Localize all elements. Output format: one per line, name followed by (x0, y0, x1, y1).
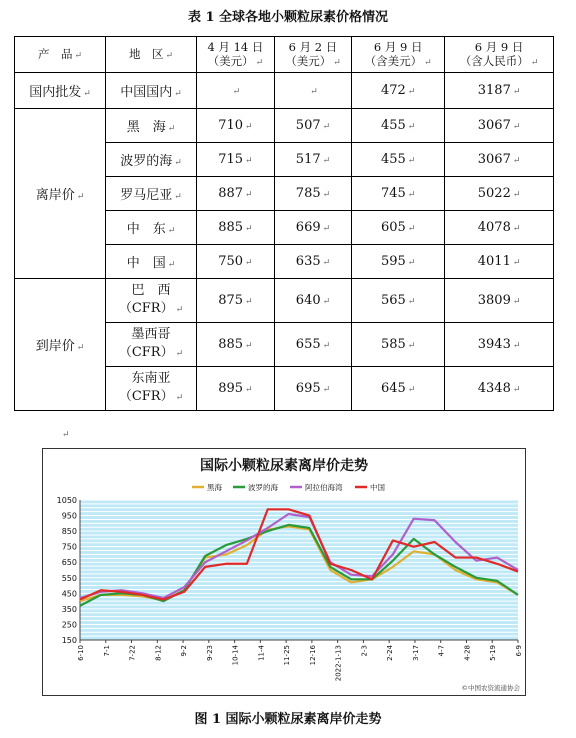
price-cell: 507 ↵ (274, 109, 351, 143)
region-cell: 中国国内 ↵ (106, 73, 197, 109)
x-tick-label: 3-17 (411, 645, 420, 661)
paragraph-mark-icon: ↵ (407, 385, 416, 395)
y-tick-label: 950 (61, 511, 77, 521)
price-cell: 517 ↵ (274, 143, 351, 177)
legend-label: 黑海 (207, 483, 222, 492)
price-cell (197, 73, 275, 109)
paragraph-mark-icon: ↵ (245, 297, 253, 307)
paragraph-mark-icon: ↵ (512, 87, 521, 97)
paragraph-mark-icon: ↵ (255, 57, 264, 68)
paragraph-mark-icon: ↵ (165, 50, 174, 61)
paragraph-mark-icon: ↵ (245, 385, 253, 395)
paragraph-mark-icon: ↵ (407, 258, 416, 268)
x-tick-label: 10-14 (231, 645, 240, 666)
header-jun9-usd: 6 月 9 日 （含美元） ↵ (352, 37, 445, 73)
price-cell: 3067 ↵ (445, 109, 554, 143)
y-tick-label: 850 (61, 527, 77, 537)
paragraph-mark-icon: ↵ (245, 122, 253, 132)
paragraph-mark-icon: ↵ (174, 192, 182, 202)
paragraph-mark-icon: ↵ (175, 393, 184, 403)
price-cell: 565 ↵ (352, 279, 445, 323)
paragraph-mark-icon: ↵ (407, 297, 416, 307)
paragraph-mark-icon: ↵ (322, 385, 331, 395)
paragraph-mark-icon: ↵ (407, 156, 416, 166)
paragraph-mark-icon: ↵ (322, 224, 331, 234)
x-tick-label: 7-1 (102, 645, 111, 657)
x-tick-label: 11-4 (257, 645, 266, 661)
region-cell: 墨西哥 （CFR） ↵ (106, 323, 197, 367)
price-cell: 635 ↵ (274, 245, 351, 279)
region-cell: 中 国 ↵ (106, 245, 197, 279)
paragraph-mark-icon: ↵ (167, 226, 176, 236)
x-tick-label: 8-12 (154, 645, 163, 661)
paragraph-mark-icon: ↵ (245, 258, 253, 268)
price-cell: 640 ↵ (274, 279, 351, 323)
paragraph-mark-icon: ↵ (175, 305, 184, 315)
price-cell: 750 ↵ (197, 245, 275, 279)
price-cell: 455 ↵ (352, 143, 445, 177)
x-tick-label: 2-3 (360, 645, 369, 657)
header-product: 产 品 ↵ (15, 37, 106, 73)
x-tick-label: 4-7 (437, 645, 446, 657)
y-tick-label: 1050 (56, 496, 77, 505)
price-cell: 3187 ↵ (445, 73, 554, 109)
paragraph-mark-icon: ↵ (512, 122, 521, 132)
product-cell: 离岸价 ↵ (15, 109, 106, 279)
price-cell: 3067 ↵ (445, 143, 554, 177)
price-cell: 655 ↵ (274, 323, 351, 367)
x-tick-label: 9-23 (205, 645, 214, 661)
paragraph-mark-icon: ↵ (174, 158, 182, 168)
paragraph-mark-icon: ↵ (322, 258, 331, 268)
paragraph-mark-icon: ↵ (322, 122, 331, 132)
y-tick-label: 250 (61, 620, 77, 630)
paragraph-mark-icon: ↵ (322, 190, 331, 200)
paragraph-mark-icon: ↵ (512, 190, 521, 200)
product-cell: 国内批发 ↵ (15, 73, 106, 109)
table-row (15, 109, 554, 143)
region-cell: 波罗的海 ↵ (106, 143, 197, 177)
price-cell: 695 ↵ (274, 367, 351, 411)
region-cell: 东南亚 （CFR） ↵ (106, 367, 197, 411)
header-region: 地 区 ↵ (106, 37, 197, 73)
paragraph-mark-icon: ↵ (167, 260, 176, 270)
figure-title: 图 1 国际小颗粒尿素离岸价走势 (194, 712, 382, 727)
table-row (15, 73, 554, 109)
price-cell: 5022 ↵ (445, 177, 554, 211)
price-cell: 3943 ↵ (445, 323, 554, 367)
x-tick-label: 4-28 (463, 645, 472, 661)
price-cell: 785 ↵ (274, 177, 351, 211)
paragraph-mark-icon: ↵ (407, 190, 416, 200)
table-title: 表 1 全球各地小颗粒尿素价格情况 (187, 10, 389, 25)
paragraph-mark-icon: ↵ (83, 89, 91, 99)
paragraph-mark-icon: ↵ (76, 192, 85, 202)
region-cell: 巴 西 （CFR） ↵ (106, 279, 197, 323)
paragraph-mark-icon: ↵ (407, 87, 416, 97)
x-tick-label: 2-24 (386, 645, 395, 661)
price-cell: 455 ↵ (352, 109, 445, 143)
paragraph-mark-icon: ↵ (333, 57, 341, 68)
price-cell: 605 ↵ (352, 211, 445, 245)
paragraph-mark-icon: ↵ (62, 430, 70, 440)
region-cell: 罗马尼亚 ↵ (106, 177, 197, 211)
x-tick-label: 11-25 (283, 645, 292, 666)
header-jun9-rmb: 6 月 9 日 （含人民币） ↵ (445, 37, 554, 73)
x-tick-label: 5-19 (489, 645, 498, 661)
paragraph-mark-icon: ↵ (512, 224, 521, 234)
header-jun2: 6 月 2 日 （美元） ↵ (274, 37, 351, 73)
y-tick-label: 550 (61, 573, 77, 583)
price-cell: 4011 ↵ (445, 245, 554, 279)
paragraph-mark-icon: ↵ (530, 57, 539, 68)
paragraph-mark-icon: ↵ (245, 341, 253, 351)
paragraph-mark-icon: ↵ (512, 385, 521, 395)
paragraph-mark-icon: ↵ (76, 343, 85, 353)
y-tick-label: 350 (61, 604, 77, 614)
paragraph-mark-icon: ↵ (407, 341, 416, 351)
price-cell: 885 ↵ (197, 323, 275, 367)
x-tick-label: 9-2 (180, 645, 189, 657)
x-tick-label: 7-22 (128, 645, 137, 661)
paragraph-mark-icon: ↵ (512, 258, 521, 268)
price-cell: 715 ↵ (197, 143, 275, 177)
y-tick-label: 750 (61, 542, 77, 552)
x-tick-label: 6-9 (515, 645, 523, 657)
price-cell: 887 ↵ (197, 177, 275, 211)
price-cell: 472 ↵ (352, 73, 445, 109)
paragraph-mark-icon: ↵ (512, 297, 521, 307)
chart-title: 国际小颗粒尿素离岸价走势 (200, 458, 368, 474)
table-header-row (15, 37, 554, 73)
paragraph-mark-icon: ↵ (322, 156, 331, 166)
paragraph-mark-icon: ↵ (74, 50, 83, 61)
x-tick-label: 2022-1-13 (334, 645, 343, 682)
header-apr14: 4 月 14 日 （美元） ↵ (197, 37, 275, 73)
paragraph-mark-icon: ↵ (512, 341, 521, 351)
paragraph-mark-icon: ↵ (424, 57, 432, 68)
legend-label: 中国 (370, 483, 385, 492)
price-cell: 875 ↵ (197, 279, 275, 323)
paragraph-mark-icon: ↵ (310, 87, 318, 97)
price-cell (274, 73, 351, 109)
price-cell: 645 ↵ (352, 367, 445, 411)
product-cell: 到岸价 ↵ (15, 279, 106, 411)
price-trend-chart (42, 448, 526, 696)
region-cell: 中 东 ↵ (106, 211, 197, 245)
y-tick-label: 150 (61, 636, 77, 645)
price-cell: 885 ↵ (197, 211, 275, 245)
paragraph-mark-icon: ↵ (245, 224, 253, 234)
price-cell: 585 ↵ (352, 323, 445, 367)
price-cell: 745 ↵ (352, 177, 445, 211)
paragraph-mark-icon: ↵ (322, 341, 331, 351)
paragraph-mark-icon: ↵ (407, 224, 416, 234)
price-cell: 4348 ↵ (445, 367, 554, 411)
price-cell: 3809 ↵ (445, 279, 554, 323)
paragraph-mark-icon: ↵ (245, 190, 253, 200)
chart-watermark: ©中国农资流通协会 (461, 684, 520, 692)
region-cell: 黑 海 ↵ (106, 109, 197, 143)
paragraph-mark-icon: ↵ (174, 89, 182, 99)
y-tick-label: 450 (61, 589, 77, 599)
paragraph-mark-icon: ↵ (322, 297, 331, 307)
table-row (15, 279, 554, 323)
price-cell: 710 ↵ (197, 109, 275, 143)
price-cell: 895 ↵ (197, 367, 275, 411)
x-tick-label: 6-10 (77, 645, 85, 661)
paragraph-mark-icon: ↵ (175, 349, 184, 359)
legend-label: 波罗的海 (248, 483, 278, 492)
paragraph-mark-icon: ↵ (232, 87, 241, 97)
legend-label: 阿拉伯海湾 (305, 483, 343, 492)
price-cell: 4078 ↵ (445, 211, 554, 245)
x-tick-label: 12-16 (308, 645, 317, 666)
price-table (14, 36, 554, 411)
paragraph-mark-icon: ↵ (167, 124, 176, 134)
price-cell: 669 ↵ (274, 211, 351, 245)
paragraph-mark-icon: ↵ (407, 122, 416, 132)
paragraph-mark-icon: ↵ (512, 156, 521, 166)
y-tick-label: 650 (61, 558, 77, 568)
paragraph-mark-icon: ↵ (245, 156, 253, 166)
price-cell: 595 ↵ (352, 245, 445, 279)
